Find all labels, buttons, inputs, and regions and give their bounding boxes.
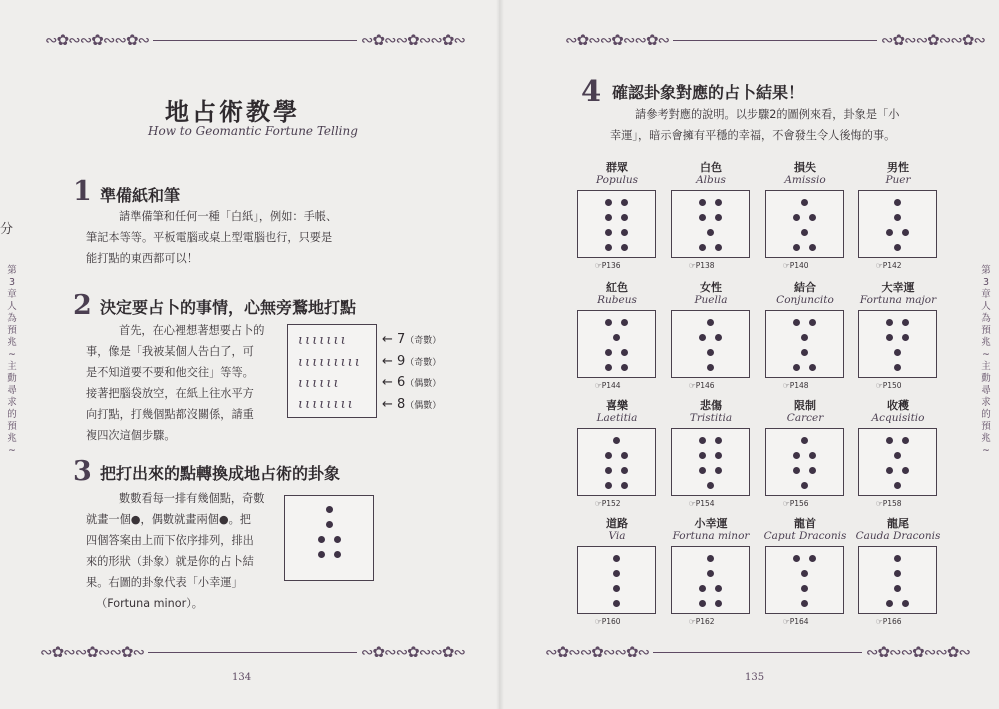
step-line: 幸運」，暗示會擁有平穩的幸福，不會發生令人後悔的事。 — [610, 129, 896, 142]
page-reference: ☞P142 — [876, 261, 902, 270]
geomancy-dot — [707, 555, 714, 562]
figure-name-zh: 龍尾 — [887, 517, 909, 530]
page-number-right: 135 — [745, 672, 765, 683]
count-number: ← 8 — [382, 397, 406, 412]
figure-box — [765, 428, 844, 496]
geomancy-dot — [801, 570, 808, 577]
figure-box — [858, 190, 937, 258]
page-reference: ☞P136 — [595, 261, 621, 270]
geomancy-dot — [707, 229, 714, 236]
geomancy-dot — [809, 364, 816, 371]
geomancy-dot — [715, 334, 722, 341]
figure-cell — [765, 281, 845, 390]
geomancy-dot — [886, 334, 893, 341]
tally-row: ιιιιιιιι — [298, 397, 355, 412]
step-line: 筆記本等等。平板電腦或桌上型電腦也行，只要是 — [86, 231, 333, 244]
geomancy-dot — [902, 437, 909, 444]
step-number-3: 3 — [73, 456, 92, 487]
count-label-1 — [382, 332, 441, 347]
tally-row: ιιιιιιιιι — [298, 355, 362, 370]
geomancy-dot — [793, 244, 800, 251]
geomancy-dot — [902, 467, 909, 474]
figure-cell — [858, 399, 938, 508]
figure-name-latin: Puella — [694, 294, 728, 306]
figure-box — [671, 546, 750, 614]
geomancy-dot — [326, 521, 333, 528]
geomancy-dot — [605, 199, 612, 206]
bottom-ornament-right: ∾✿∾∾✿∾∾✿∾ ∾✿∾∾✿∾∾✿∾ — [545, 643, 970, 661]
geomancy-dot — [621, 482, 628, 489]
figure-name-zh: 限制 — [794, 399, 816, 412]
geomancy-dot — [801, 199, 808, 206]
figure-name-zh: 喜樂 — [606, 399, 628, 412]
figure-name-zh: 紅色 — [606, 281, 628, 294]
step-line: 四個答案由上而下依序排列，排出 — [86, 534, 254, 547]
geomancy-dot — [699, 244, 706, 251]
figure-box — [765, 310, 844, 378]
figure-box — [765, 190, 844, 258]
figure-cell — [671, 399, 751, 508]
figure-box — [577, 190, 656, 258]
geomancy-dot — [894, 452, 901, 459]
page-reference: ☞P162 — [689, 617, 715, 626]
figure-name-latin: Fortuna minor — [672, 530, 750, 542]
step-title-3: 把打出來的點轉換成地占術的卦象 — [100, 464, 341, 483]
step-body-3 — [86, 488, 281, 614]
parity-note: （奇數） — [405, 336, 442, 346]
geomancy-dot — [699, 437, 706, 444]
step-line: 果。右圖的卦象代表「小幸運」 — [86, 576, 243, 589]
parity-note: （偶數） — [405, 379, 442, 389]
count-label-2 — [382, 354, 441, 369]
geomancy-dot — [605, 467, 612, 474]
figure-name-latin: Carcer — [786, 412, 824, 424]
geomancy-dot — [793, 364, 800, 371]
geomancy-dot — [801, 482, 808, 489]
geomancy-dot — [699, 467, 706, 474]
geomancy-dot — [809, 214, 816, 221]
step-number-1: 1 — [73, 176, 92, 207]
step-line: 數數看每一排有幾個點，奇數 — [119, 492, 265, 505]
step-line: 請準備筆和任何一種「白紙」，例如：手帳、 — [119, 210, 338, 223]
figure-cell — [765, 517, 845, 626]
step-line: 就畫一個●，偶數就畫兩個●。把 — [86, 513, 251, 526]
page-reference: ☞P160 — [595, 617, 621, 626]
figure-name-zh: 白色 — [700, 161, 722, 174]
step-line: 複四次這個步驟。 — [86, 429, 176, 442]
geomancy-dot — [793, 214, 800, 221]
geomancy-dot — [621, 349, 628, 356]
figure-box — [671, 310, 750, 378]
page-reference: ☞P154 — [689, 499, 715, 508]
geomancy-dot — [699, 585, 706, 592]
figure-name-zh: 損失 — [794, 161, 816, 174]
geomancy-dot — [793, 319, 800, 326]
figure-name-zh: 大幸運 — [881, 281, 915, 294]
geomancy-dot — [621, 214, 628, 221]
geomancy-dot — [809, 555, 816, 562]
top-ornament-right: ∾✿∾∾✿∾∾✿∾ ∾✿∾∾✿∾∾✿∾ — [565, 31, 985, 49]
figure-name-zh: 男性 — [887, 161, 909, 174]
geomancy-dot — [715, 600, 722, 607]
geomancy-dot — [715, 199, 722, 206]
geomancy-dot — [613, 555, 620, 562]
geomancy-dot — [621, 364, 628, 371]
geomancy-dot — [894, 585, 901, 592]
step-line: 來的形狀（卦象）就是你的占卜結 — [86, 555, 254, 568]
count-number: ← 9 — [382, 354, 406, 369]
page-reference: ☞P140 — [783, 261, 809, 270]
figure-name-latin: Fortuna major — [859, 294, 937, 306]
geomancy-dot — [801, 437, 808, 444]
figure-name-latin: Albus — [696, 174, 726, 186]
page-number-left: 134 — [232, 672, 252, 683]
figure-cell — [671, 281, 751, 390]
geomancy-dot — [793, 452, 800, 459]
page-reference: ☞P166 — [876, 617, 902, 626]
figure-box — [765, 546, 844, 614]
page-reference: ☞P156 — [783, 499, 809, 508]
figure-name-zh: 龍首 — [794, 517, 816, 530]
figure-box — [577, 310, 656, 378]
figure-cell — [858, 281, 938, 390]
count-number: ← 6 — [382, 375, 406, 390]
figure-cell — [765, 399, 845, 508]
geomancy-dot — [707, 349, 714, 356]
geomancy-dot — [809, 319, 816, 326]
geomancy-dot — [707, 364, 714, 371]
geomancy-dot — [605, 229, 612, 236]
geomancy-dot — [318, 551, 325, 558]
geomancy-dot — [613, 600, 620, 607]
geomancy-dot — [894, 214, 901, 221]
geomancy-dot — [886, 437, 893, 444]
geomancy-dot — [886, 319, 893, 326]
geomancy-dot — [801, 349, 808, 356]
count-number: ← 7 — [382, 332, 406, 347]
figure-name-zh: 小幸運 — [694, 517, 728, 530]
geomancy-dot — [699, 214, 706, 221]
geomancy-dot — [605, 319, 612, 326]
edge-char: 分 — [0, 222, 14, 237]
geomancy-dot — [605, 349, 612, 356]
geomancy-dot — [902, 600, 909, 607]
figure-name-latin: Amissio — [784, 174, 826, 186]
geomancy-dot — [894, 555, 901, 562]
geomancy-dot — [613, 437, 620, 444]
right-page — [500, 0, 999, 709]
geomancy-dot — [801, 229, 808, 236]
step-line: 向打點，打幾個點都沒關係，請重 — [86, 408, 254, 421]
geomancy-dot — [801, 334, 808, 341]
step-line: 事，像是「我被某個人告白了，可 — [86, 345, 254, 358]
geomancy-dot — [621, 244, 628, 251]
count-label-3 — [382, 375, 441, 390]
geomancy-dot — [894, 199, 901, 206]
step-line: 請參考對應的說明。以步驟2的圖例來看，卦象是「小 — [635, 108, 900, 121]
geomancy-dot — [699, 334, 706, 341]
step-number-2: 2 — [73, 290, 92, 321]
geomancy-dot — [894, 364, 901, 371]
geomancy-dot — [699, 199, 706, 206]
figure-box — [577, 546, 656, 614]
figure-box — [577, 428, 656, 496]
geomancy-dot — [318, 536, 325, 543]
step-line: （Fortuna minor）。 — [96, 597, 203, 610]
geomancy-dot — [715, 244, 722, 251]
geomancy-dot — [886, 229, 893, 236]
geomancy-dot — [621, 452, 628, 459]
page-reference: ☞P164 — [783, 617, 809, 626]
figure-box — [858, 428, 937, 496]
step-line: 首先，在心裡想著想要占卜的 — [119, 324, 265, 337]
figure-name-latin: Cauda Draconis — [855, 530, 941, 542]
geomancy-dot — [902, 319, 909, 326]
geomancy-dot — [894, 244, 901, 251]
geomancy-dot — [621, 199, 628, 206]
page-reference: ☞P146 — [689, 381, 715, 390]
geomancy-dot — [886, 600, 893, 607]
geomancy-dot — [809, 244, 816, 251]
geomancy-dot — [621, 229, 628, 236]
figure-name-latin: Caput Draconis — [763, 530, 847, 542]
geomancy-dot — [894, 482, 901, 489]
geomancy-dot — [809, 467, 816, 474]
page-reference: ☞P150 — [876, 381, 902, 390]
geomancy-dot — [801, 585, 808, 592]
figure-cell — [671, 517, 751, 626]
geomancy-dot — [621, 467, 628, 474]
figure-name-latin: Via — [608, 530, 626, 542]
figure-name-zh: 道路 — [606, 517, 628, 530]
geomancy-dot — [809, 452, 816, 459]
geomancy-dot — [605, 452, 612, 459]
figure-name-zh: 悲傷 — [700, 399, 722, 412]
geomancy-dot — [613, 334, 620, 341]
step-line: 接著把腦袋放空，在紙上往水平方 — [86, 387, 254, 400]
figure-cell — [858, 161, 938, 270]
geomancy-dot — [801, 600, 808, 607]
step-body-2 — [86, 320, 286, 446]
figure-name-latin: Tristitia — [689, 412, 733, 424]
step-title-1: 準備紙和筆 — [100, 186, 181, 205]
geomancy-dot — [605, 214, 612, 221]
step-body-4 — [610, 104, 940, 146]
bottom-ornament-left: ∾✿∾∾✿∾∾✿∾ ∾✿∾∾✿∾∾✿∾ — [40, 643, 465, 661]
geomancy-dot — [894, 349, 901, 356]
geomancy-dot — [715, 467, 722, 474]
geomancy-dot — [699, 452, 706, 459]
page-reference: ☞P138 — [689, 261, 715, 270]
page-title: 地占術教學 — [165, 98, 300, 126]
figure-name-zh: 女性 — [700, 281, 722, 294]
figure-name-latin: Conjuncito — [776, 294, 834, 306]
figure-name-zh: 收穫 — [887, 399, 909, 412]
geomancy-dot — [334, 536, 341, 543]
geomancy-dot — [715, 452, 722, 459]
book-gutter — [496, 0, 504, 709]
figure-cell — [577, 517, 657, 626]
figure-name-zh: 結合 — [794, 281, 816, 294]
geomancy-dot — [793, 555, 800, 562]
geomancy-dot — [613, 585, 620, 592]
chapter-side-text-left: 第3章 人為預兆∼主動尋求的預兆∼ — [7, 265, 17, 456]
geomancy-dot — [707, 570, 714, 577]
figure-box — [858, 310, 937, 378]
figure-cell — [577, 399, 657, 508]
figure-cell — [855, 517, 941, 626]
figure-cell — [577, 281, 657, 390]
geomancy-dot — [605, 364, 612, 371]
figure-cell — [765, 161, 845, 270]
page-reference: ☞P144 — [595, 381, 621, 390]
figure-name-latin: Puer — [885, 174, 911, 186]
geomancy-dot — [605, 482, 612, 489]
geomancy-dot — [326, 506, 333, 513]
geomancy-dot — [793, 467, 800, 474]
geomancy-dot — [605, 244, 612, 251]
geomancy-dot — [613, 570, 620, 577]
step-line: 能打點的東西都可以！ — [86, 252, 198, 265]
figure-cell — [671, 161, 751, 270]
step-title-4: 確認卦象對應的占卜結果！ — [612, 83, 805, 102]
page-reference: ☞P158 — [876, 499, 902, 508]
figure-name-latin: Populus — [596, 174, 638, 186]
geomancy-dot — [886, 467, 893, 474]
geomancy-dot — [715, 214, 722, 221]
top-ornament-left: ∾✿∾∾✿∾∾✿∾ ∾✿∾∾✿∾∾✿∾ — [45, 31, 465, 49]
geomancy-dot — [699, 600, 706, 607]
figure-box — [671, 428, 750, 496]
figure-name-latin: Rubeus — [597, 294, 637, 306]
step-line: 是不知道要不要和他交往」等等。 — [86, 366, 254, 379]
figure-cell — [577, 161, 657, 270]
geomancy-dot — [715, 437, 722, 444]
geomancy-dot — [707, 482, 714, 489]
tally-box — [287, 324, 377, 418]
step-body-1 — [86, 206, 386, 269]
geomancy-dot — [894, 570, 901, 577]
page-reference: ☞P152 — [595, 499, 621, 508]
figure-name-zh: 群眾 — [606, 161, 628, 174]
geomancy-dot — [334, 551, 341, 558]
geomancy-dot — [715, 585, 722, 592]
left-page — [0, 0, 499, 709]
parity-note: （奇數） — [405, 358, 442, 368]
example-figure-box — [284, 495, 374, 581]
geomancy-dot — [902, 229, 909, 236]
count-label-4 — [382, 397, 441, 412]
step-number-4: 4 — [581, 74, 602, 108]
figure-box — [671, 190, 750, 258]
tally-row: ιιιιιιι — [298, 333, 348, 348]
geomancy-dot — [621, 319, 628, 326]
geomancy-dot — [902, 334, 909, 341]
chapter-side-text-right: 第3章 人為預兆∼主動尋求的預兆∼ — [981, 265, 991, 456]
step-title-2: 決定要占卜的事情，心無旁鶩地打點 — [100, 298, 357, 317]
tally-row: ιιιιιι — [298, 376, 341, 391]
geomancy-dot — [707, 319, 714, 326]
figure-box — [858, 546, 937, 614]
figure-name-latin: Acquisitio — [871, 412, 925, 424]
page-subtitle: How to Geomantic Fortune Telling — [148, 124, 358, 138]
parity-note: （偶數） — [405, 401, 442, 411]
page-reference: ☞P148 — [783, 381, 809, 390]
figure-name-latin: Laetitia — [596, 412, 638, 424]
